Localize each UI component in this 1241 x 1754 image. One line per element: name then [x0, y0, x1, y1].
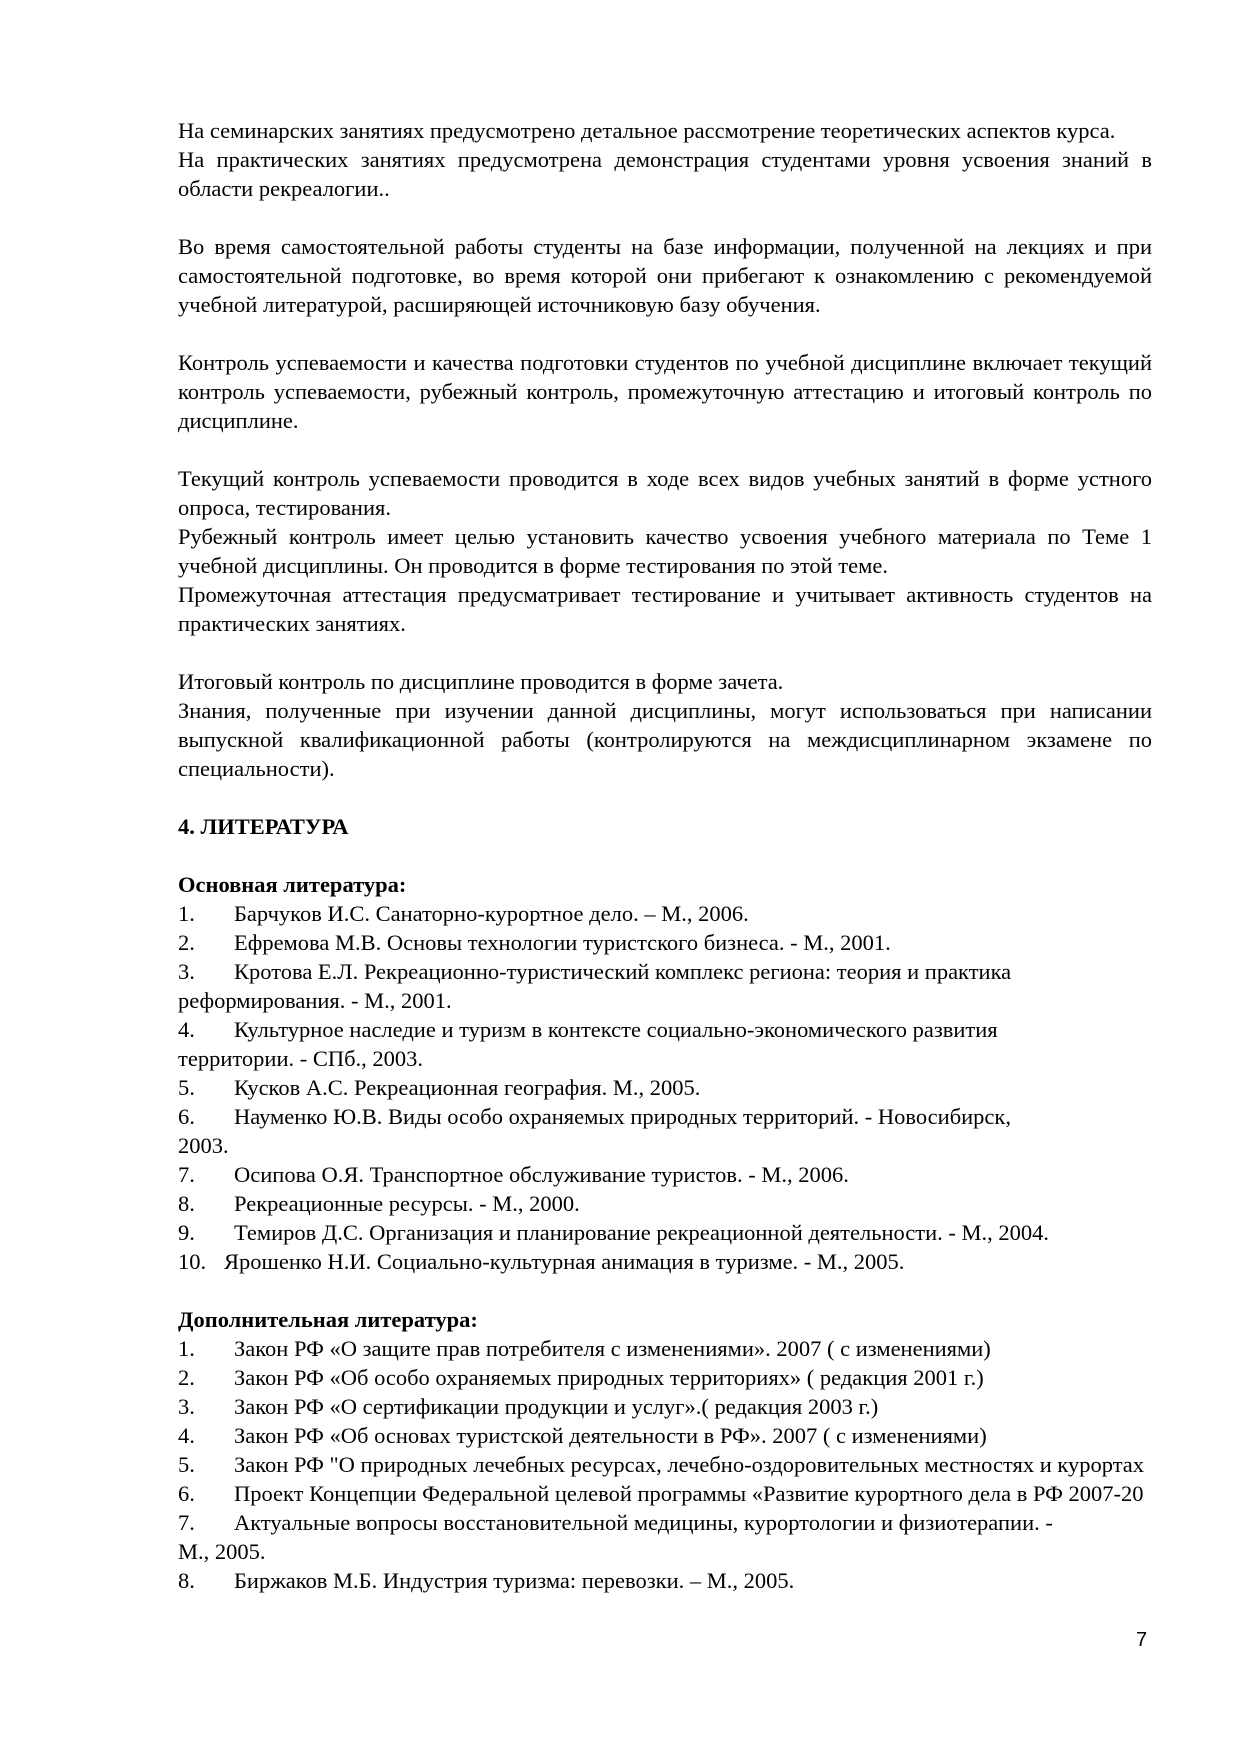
list-item-text: Закон РФ «О сертификации продукции и услуг».( редакция 2003 г.) [234, 1394, 879, 1419]
paragraph: Текущий контроль успеваемости проводится в ходе всех видов учебных занятий в форме устного опроса, тестирования. [178, 466, 1152, 520]
list-item [178, 1363, 1152, 1392]
list-item-text: Кротова Е.Л. Рекреационно-туристический комплекс региона: теория и практика [234, 959, 1012, 984]
list-item-number: 4. [178, 1423, 195, 1448]
list-item-number: 2. [178, 930, 195, 955]
list-item-text: Осипова О.Я. Транспортное обслуживание туристов. - М., 2006. [234, 1162, 849, 1187]
list-item-number: 1. [178, 1336, 195, 1361]
list-item-text: Актуальные вопросы восстановительной медицины, курортологии и физиотерапии. - [234, 1510, 1053, 1535]
document-body [178, 116, 1152, 1595]
list-item [178, 1421, 1152, 1450]
list-item [178, 1450, 1152, 1479]
list-item [178, 1566, 1152, 1595]
paragraph: Рубежный контроль имеет целью установить качество усвоения учебного материала по Теме 1 учебной дисциплины. Он проводится в форме тестирования по этой теме. [178, 524, 1152, 578]
list-item-number: 5. [178, 1075, 195, 1100]
list-item [178, 1073, 1152, 1102]
list-item [178, 1189, 1152, 1218]
list-item [178, 1102, 1152, 1131]
list-item [178, 899, 1152, 928]
list-item-continuation: территории. - СПб., 2003. [178, 1046, 424, 1071]
list-item-text: Проект Концепции Федеральной целевой программы «Развитие курортного дела в РФ 2007-20 [234, 1481, 1144, 1506]
list-item-number: 4. [178, 1017, 195, 1042]
list-item [178, 1334, 1152, 1363]
list-item-continuation: 2003. [178, 1133, 229, 1158]
list-item-text: Биржаков М.Б. Индустрия туризма: перевозки. – М., 2005. [234, 1568, 795, 1593]
list-item [178, 1160, 1152, 1189]
list-item [178, 1247, 1152, 1276]
list-item-number: 3. [178, 1394, 195, 1419]
list-item [178, 1218, 1152, 1247]
list-item-text: Барчуков И.С. Санаторно-курортное дело. – М., 2006. [234, 901, 749, 926]
page-number: 7 [1136, 1629, 1148, 1651]
extra-literature-list [178, 1334, 1152, 1595]
list-item-text: Культурное наследие и туризм в контексте социально-экономического развития [234, 1017, 998, 1042]
list-item-number: 5. [178, 1452, 195, 1477]
list-item [178, 957, 1152, 986]
list-item-continuation: реформирования. - М., 2001. [178, 988, 452, 1013]
paragraph: Итоговый контроль по дисциплине проводится в форме зачета. [178, 669, 784, 694]
list-item-number: 7. [178, 1510, 195, 1535]
paragraph: На семинарских занятиях предусмотрено детальное рассмотрение теоретических аспектов курса. [178, 118, 1116, 143]
list-item-text: Кусков А.С. Рекреационная география. М., 2005. [234, 1075, 701, 1100]
list-item-number: 6. [178, 1481, 195, 1506]
list-item-number: 8. [178, 1191, 195, 1216]
paragraph: Контроль успеваемости и качества подготовки студентов по учебной дисциплине включает текущий контроль успеваемости, рубежный контроль, промежуточную аттестацию и итоговый контроль по дисциплине. [178, 350, 1152, 433]
extra-literature-title: Дополнительная литература: [178, 1307, 478, 1332]
list-item-text: Ефремова М.В. Основы технологии туристского бизнеса. - М., 2001. [234, 930, 891, 955]
list-item-number: 3. [178, 959, 195, 984]
list-item-text: Науменко Ю.В. Виды особо охраняемых природных территорий. - Новосибирск, [234, 1104, 1011, 1129]
list-item-text: Ярошенко Н.И. Социально-культурная анимация в туризме. - М., 2005. [224, 1249, 905, 1274]
list-item-text: Темиров Д.С. Организация и планирование рекреационной деятельности. - М., 2004. [234, 1220, 1050, 1245]
paragraph: На практических занятиях предусмотрена демонстрация студентами уровня усвоения знаний в области рекреалогии.. [178, 147, 1152, 201]
section-heading: 4. ЛИТЕРАТУРА [178, 814, 349, 839]
list-item-text: Рекреационные ресурсы. - М., 2000. [234, 1191, 580, 1216]
list-item [178, 1015, 1152, 1044]
list-item-continuation: М., 2005. [178, 1539, 266, 1564]
list-item-text: Закон РФ «О защите прав потребителя с изменениями». 2007 ( с изменениями) [234, 1336, 991, 1361]
list-item-number: 7. [178, 1162, 195, 1187]
list-item-number: 2. [178, 1365, 195, 1390]
list-item-number: 6. [178, 1104, 195, 1129]
list-item-number: 8. [178, 1568, 195, 1593]
list-item-text: Закон РФ «Об основах туристской деятельности в РФ». 2007 ( с изменениями) [234, 1423, 987, 1448]
list-item-number: 9. [178, 1220, 195, 1245]
paragraph: Знания, полученные при изучении данной дисциплины, могут использоваться при написании выпускной квалификационной работы (контролируются на междисциплинарном экзамене по специальности). [178, 698, 1152, 781]
list-item [178, 1392, 1152, 1421]
list-item-text: Закон РФ «Об особо охраняемых природных территориях» ( редакция 2001 г.) [234, 1365, 984, 1390]
list-item [178, 928, 1152, 957]
list-item-number: 1. [178, 901, 195, 926]
paragraph: Промежуточная аттестация предусматривает тестирование и учитывает активность студентов на практических занятиях. [178, 582, 1152, 636]
main-literature-title: Основная литература: [178, 872, 407, 897]
list-item [178, 1479, 1152, 1508]
main-literature-list [178, 899, 1152, 1276]
list-item-text: Закон РФ "О природных лечебных ресурсах, лечебно-оздоровительных местностях и курортах [234, 1452, 1145, 1477]
paragraph: Во время самостоятельной работы студенты на базе информации, полученной на лекциях и при самостоятельной подготовке, во время которой они прибегают к ознакомлению с рекомендуемой учебной литературой, расширяющей источниковую базу обучения. [178, 234, 1152, 317]
list-item-number: 10. [178, 1249, 207, 1274]
list-item [178, 1508, 1152, 1537]
